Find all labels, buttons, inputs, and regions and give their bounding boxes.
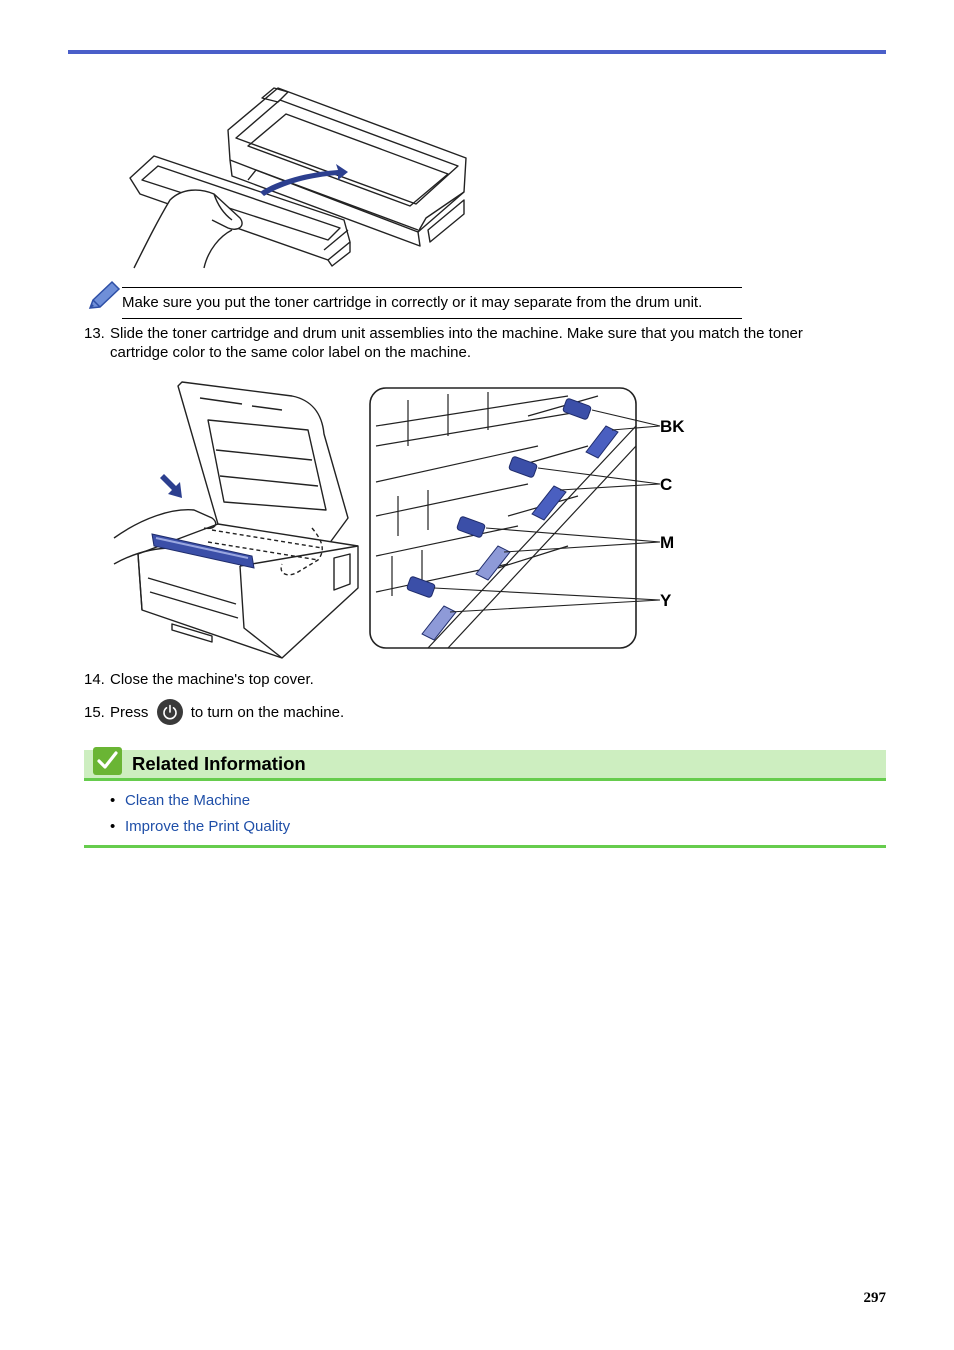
step-number: 15. xyxy=(84,703,105,721)
toner-insertion-illustration xyxy=(128,80,473,270)
callout-bk: BK xyxy=(660,417,685,436)
callout-m: M xyxy=(660,533,675,552)
page-number: 297 xyxy=(863,1290,886,1306)
down-arrow-icon xyxy=(160,474,182,498)
list-item: • Clean the Machine xyxy=(110,792,251,809)
power-icon xyxy=(157,699,183,725)
callout-c: C xyxy=(660,475,673,494)
link-improve-print-quality[interactable]: Improve the Print Quality xyxy=(125,818,291,835)
step-text-continued: cartridge color to the same color label on the machine. xyxy=(110,344,472,361)
callout-y: Y xyxy=(660,591,672,610)
step-number: 13. xyxy=(84,325,105,342)
header-rule xyxy=(68,50,886,54)
note-block xyxy=(84,280,744,320)
note-text: Make sure you put the toner cartridge in correctly or it may separate from the drum unit. xyxy=(122,287,742,319)
pencil-icon xyxy=(86,280,122,312)
related-information-header xyxy=(84,750,886,781)
related-bottom-rule xyxy=(84,845,886,848)
step-text-after: to turn on the machine. xyxy=(190,703,345,721)
step-text: Slide the toner cartridge and drum unit assemblies into the machine. Make sure that you match the toner xyxy=(110,325,803,342)
step-text-before: Press xyxy=(110,703,149,721)
color-label-closeup-illustration xyxy=(368,386,685,652)
step-number: 14. xyxy=(84,671,105,688)
step-text: Close the machine's top cover. xyxy=(110,671,314,688)
step-13 xyxy=(84,324,864,361)
step-15 xyxy=(84,700,344,728)
link-clean-the-machine[interactable]: Clean the Machine xyxy=(125,792,251,809)
related-information-title: Related Information xyxy=(132,753,306,774)
checkmark-icon xyxy=(93,747,122,775)
related-links-list xyxy=(110,788,290,840)
step-14 xyxy=(84,670,314,689)
list-item: • Improve the Print Quality xyxy=(110,818,291,835)
printer-open-cover-illustration xyxy=(112,378,362,660)
